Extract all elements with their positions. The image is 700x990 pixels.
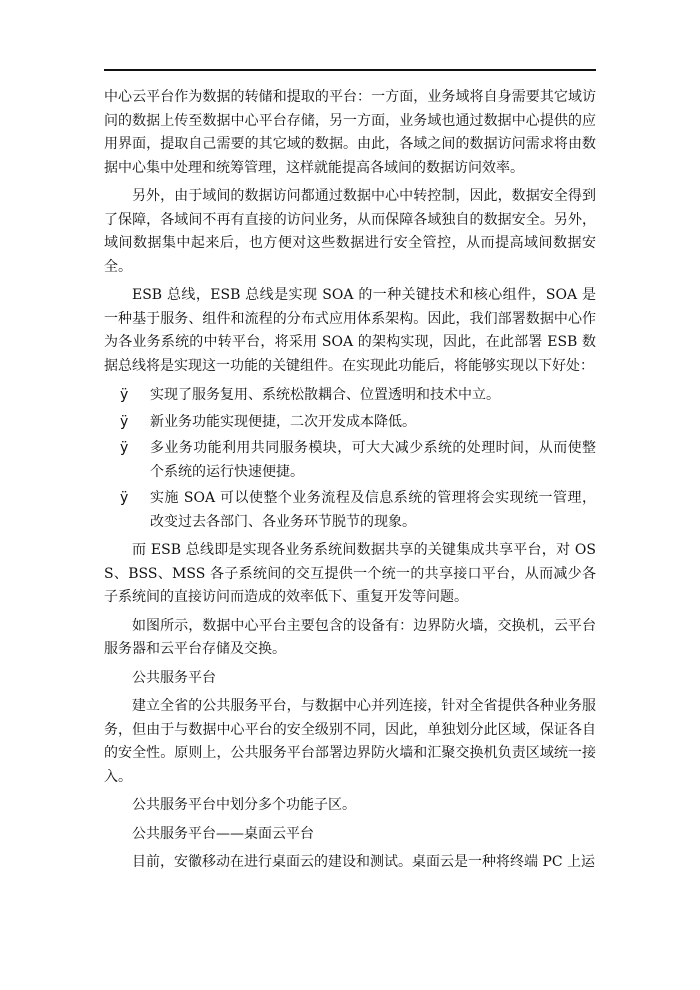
bullet-marker: ÿ: [120, 440, 129, 456]
header-rule: [104, 69, 596, 71]
list-item-text: 新业务功能实现便捷，二次开发成本降低。: [150, 413, 416, 430]
list-item-text: 实现了服务复用、系统松散耦合、位置透明和技术中立。: [150, 387, 500, 403]
section-heading-public-service: 公共服务平台: [132, 669, 216, 686]
benefits-list: [104, 384, 596, 534]
paragraph-data-security: 另外，由于域间的数据访问都通过数据中心中转控制，因此，数据安全得到了保障，各域间不再有直接的访问业务，从而保障各域独自的数据安全。另外，域间数据集中起来后，也方便对这些数据进行安全管控，从而提高域间数据安全。: [104, 188, 596, 275]
bullet-marker: ÿ: [120, 413, 129, 430]
paragraph-desktop-cloud: 目前，安徽移动在进行桌面云的建设和测试。桌面云是一种将终端 PC 上运: [132, 854, 596, 870]
paragraph-esb-integration: 而 ESB 总线即是实现各业务系统间数据共享的关键集成共享平台，对 OSS、BSS、MSS 各子系统间的交互提供一个统一的共享接口平台，从而减少各子系统间的直接访问而造成的效率低下、重复开发等问题。: [104, 542, 596, 605]
document-body: [104, 86, 596, 875]
bullet-marker: ÿ: [120, 490, 129, 506]
paragraph-sub-zones: 公共服务平台中划分多个功能子区。: [132, 797, 356, 813]
section-heading-desktop-cloud: 公共服务平台——桌面云平台: [132, 825, 314, 842]
list-item: [104, 487, 596, 534]
list-item: [104, 411, 596, 435]
paragraph-esb-bus: ESB 总线，ESB 总线是实现 SOA 的一种关键技术和核心组件，SOA 是一种基于服务、组件和流程的分布式应用体系架构。因此，我们部署数据中心作为各业务系统的中转平台，将采用 SOA 的架构实现，因此，在此部署 ESB 数据总线将是实现这一功能的关键组件。在实现此功能后，将能够实现以下好处：: [104, 287, 596, 374]
list-item: [104, 437, 596, 484]
paragraph-public-service: 建立全省的公共服务平台，与数据中心并列连接，针对全省提供各种业务服务，但由于与数据中心平台的安全级别不同，因此，单独划分此区域，保证各自的安全性。原则上，公共服务平台部署边界防火墙和汇聚交换机负责区域统一接入。: [104, 698, 596, 785]
list-item-text: 多业务功能利用共同服务模块，可大大减少系统的处理时间，从而使整个系统的运行快速便捷。: [150, 440, 596, 480]
paragraph-data-center-role: 中心云平台作为数据的转储和提取的平台：一方面，业务域将自身需要其它域访问的数据上传至数据中心平台存储，另一方面，业务域也通过数据中心提供的应用界面，提取自己需要的其它域的数据。由此，各域之间的数据访问需求将由数据中心集中处理和统筹管理，这样就能提高各域间的数据访问效率。: [104, 89, 596, 176]
list-item-text: 实施 SOA 可以使整个业务流程及信息系统的管理将会实现统一管理，改变过去各部门、各业务环节脱节的现象。: [150, 490, 596, 530]
bullet-marker: ÿ: [120, 387, 129, 403]
list-item: [104, 384, 596, 408]
paragraph-devices: 如图所示，数据中心平台主要包含的设备有：边界防火墙，交换机，云平台服务器和云平台存储及交换。: [104, 617, 596, 657]
